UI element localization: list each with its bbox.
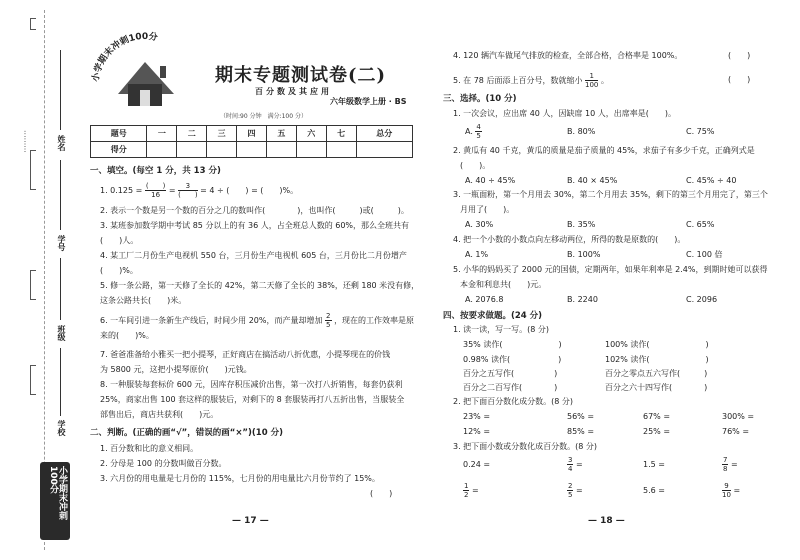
question-4-cont: ( )%。: [100, 266, 138, 275]
choice-4-option-a[interactable]: A. 1%: [465, 250, 489, 259]
table-cell: 四: [237, 126, 267, 142]
choice-4: 4. 把一个小数的小数点向左移动两位，所得的数是原数的( )。: [453, 235, 686, 244]
field-label-id: 学号: [57, 235, 66, 251]
logo-arc-text: 小学期末冲刺100分: [91, 31, 159, 83]
choice-2-option-c[interactable]: C. 45% ÷ 40: [686, 176, 737, 185]
page-subtitle: 百分数及其应用: [255, 87, 332, 96]
score-input-cell[interactable]: [266, 142, 296, 158]
binding-bracket: [30, 270, 36, 300]
convert-item[interactable]: 300% =: [722, 412, 755, 421]
score-table: [90, 125, 413, 158]
field-label-school: 学校: [57, 420, 66, 436]
choice-5-option-a[interactable]: A. 2076.8: [465, 295, 504, 304]
question-6-cont: 来的( )%。: [100, 331, 154, 340]
choice-1-option-a[interactable]: A. $\frac{4}{5}$: [465, 123, 481, 140]
choice-4-option-b[interactable]: B. 100%: [567, 250, 601, 259]
page-number: — 18 —: [588, 516, 625, 526]
section-heading: 四、按要求做题。(24 分): [443, 311, 543, 321]
choice-4-option-c[interactable]: C. 100 倍: [686, 250, 723, 259]
section-heading: 三、选择。(10 分): [443, 94, 517, 104]
choice-2-cont: ( )。: [460, 161, 491, 170]
choice-1: 1. 一次会议，应出席 40 人，因缺席 10 人，出席率是( )。: [453, 109, 676, 118]
table-cell: 得分: [91, 142, 147, 158]
choice-2-option-b[interactable]: B. 40 × 45%: [567, 176, 618, 185]
school-field[interactable]: [60, 348, 61, 416]
choice-5: 5. 小华的妈妈买了 2000 元的国债，定期两年，如果年利率是 2.4%，到期时她可以获得: [453, 265, 768, 274]
question-5-cont: 这条公路共长( )米。: [100, 296, 187, 305]
convert-item[interactable]: $\frac{1}{2}$ =: [464, 482, 479, 499]
read-write-item[interactable]: 102% 读作( ): [605, 355, 709, 364]
score-input-cell[interactable]: [296, 142, 326, 158]
choice-5-cont: 本金和利息共( )元。: [460, 280, 547, 289]
page-title: 期末专题测试卷(二): [215, 65, 387, 86]
read-write-item[interactable]: 百分之五写作( ): [463, 369, 558, 378]
question-8: 8. 一种服装每套标价 600 元，因库存积压减价出售，第一次打八折销售，每套仍获利: [100, 380, 403, 389]
table-cell: 三: [207, 126, 237, 142]
judge-3: 3. 六月份的用电量是七月份的 115%，七月份的用电量比六月份节约了 15%。: [100, 474, 380, 483]
judge-5: 5. 在 78 后面添上百分号，数就缩小 $\frac{1}{100}$ 。: [453, 72, 609, 89]
convert-item[interactable]: 56% =: [567, 412, 595, 421]
answer-blank[interactable]: ( ): [370, 489, 393, 498]
score-input-cell[interactable]: [356, 142, 412, 158]
table-row: [91, 126, 413, 142]
read-write-item[interactable]: 0.98% 读作( ): [463, 355, 562, 364]
read-write-item[interactable]: 百分之六十四写作( ): [605, 383, 708, 392]
convert-item[interactable]: 1.5 =: [643, 460, 665, 469]
table-cell: 六: [296, 126, 326, 142]
score-input-cell[interactable]: [326, 142, 356, 158]
judge-1: 1. 百分数和比的意义相同。: [100, 444, 199, 453]
exam-meta: （时间:90 分钟 满分:100 分）: [220, 113, 307, 120]
question-6: 6. 一车间引进一条新生产线后，时间少用 20%，而产量却增加 $\frac{2}{5}$ ，现在的工作效率是原: [100, 312, 415, 329]
question-3-cont: ( )人。: [100, 236, 139, 245]
table-cell: 一: [147, 126, 177, 142]
choice-2: 2. 黄瓜有 40 千克，黄瓜的质量是茄子质量的 45%，求茄子有多少千克，正确列式是: [453, 146, 755, 155]
choice-3-option-b[interactable]: B. 35%: [567, 220, 596, 229]
judge-2: 2. 分母是 100 的分数叫做百分数。: [100, 459, 227, 468]
choice-3-option-a[interactable]: A. 30%: [465, 220, 494, 229]
choice-2-option-a[interactable]: A. 40 ÷ 45%: [465, 176, 516, 185]
field-label-name: 姓名: [57, 135, 66, 151]
grade-label: 六年级数学上册 · BS: [330, 97, 407, 106]
binding-strip: [0, 0, 75, 560]
convert-item[interactable]: 0.24 =: [463, 460, 491, 469]
convert-item[interactable]: $\frac{2}{5}$ =: [568, 482, 583, 499]
question-8-cont: 25%，商家出售 100 套这样的服装后，对剩下的 8 套服装再打八五折出售，当服装全: [100, 395, 405, 404]
binding-bracket: [30, 150, 36, 190]
choice-1-option-c[interactable]: C. 75%: [686, 127, 715, 136]
convert-item[interactable]: 25% =: [643, 427, 671, 436]
strip-logo: 小学期末冲刺100分: [40, 462, 70, 540]
score-input-cell[interactable]: [147, 142, 177, 158]
convert-item[interactable]: 67% =: [643, 412, 671, 421]
id-field[interactable]: [60, 160, 61, 230]
table-cell: 总分: [356, 126, 412, 142]
convert-item[interactable]: 23% =: [463, 412, 491, 421]
choice-3: 3. 一瓶面粉，第一个月用去 30%，第二个月用去 35%，剩下的第三个月用完了，第三个: [453, 190, 768, 199]
section-heading: 一、填空。(每空 1 分，共 13 分): [90, 166, 221, 176]
table-cell: 七: [326, 126, 356, 142]
convert-item[interactable]: 85% =: [567, 427, 595, 436]
page-number: — 17 —: [232, 516, 269, 526]
task-3: 3. 把下面小数或分数化成百分数。(8 分): [453, 442, 598, 451]
table-row: [91, 142, 413, 158]
table-cell: 题号: [91, 126, 147, 142]
convert-item[interactable]: $\frac{3}{4}$ =: [568, 456, 583, 473]
answer-blank[interactable]: ( ): [728, 75, 751, 84]
question-7-cont: 为 5800 元，这把小提琴原价( )元钱。: [100, 365, 252, 374]
choice-5-option-b[interactable]: B. 2240: [567, 295, 598, 304]
task-1: 1. 读一读，写一写。(8 分): [453, 325, 550, 334]
binding-bracket: [30, 365, 36, 395]
read-write-item[interactable]: 100% 读作( ): [605, 340, 709, 349]
convert-item[interactable]: 76% =: [722, 427, 750, 436]
read-write-item[interactable]: 百分之零点五六写作( ): [605, 369, 708, 378]
table-cell: 二: [177, 126, 207, 142]
read-write-item[interactable]: 35% 读作( ): [463, 340, 562, 349]
question-4: 4. 某工厂二月份生产电视机 550 台，三月份生产电视机 605 台，三月份比二月份增产: [100, 251, 407, 260]
question-1: 1. 0.125 = $\frac{( )}{16}$ = $\frac{3}{( )}$ = 4 ÷ ( ) = ( )%。: [100, 182, 299, 199]
score-input-cell[interactable]: [237, 142, 267, 158]
question-5: 5. 修一条公路，第一天修了全长的 42%，第二天修了全长的 38%，还剩 180 米没有修，: [100, 281, 420, 290]
task-2: 2. 把下面百分数化成分数。(8 分): [453, 397, 574, 406]
question-8-cont: 部售出后，商店共获利( )元。: [100, 410, 219, 419]
score-input-cell[interactable]: [207, 142, 237, 158]
choice-1-option-b[interactable]: B. 80%: [567, 127, 596, 136]
name-field[interactable]: [60, 50, 61, 130]
question-2: 2. 表示一个数是另一个数的百分之几的数叫作( )，也叫作( )或( )。: [100, 206, 409, 215]
judge-4: 4. 120 辆汽车做尾气排放的检查，全部合格，合格率是 100%。: [453, 51, 683, 60]
table-cell: 五: [266, 126, 296, 142]
class-field[interactable]: [60, 258, 61, 320]
choice-3-option-c[interactable]: C. 65%: [686, 220, 715, 229]
section-heading: 二、判断。(正确的画“√”，错误的画“×”)(10 分): [90, 428, 283, 438]
strip-dash-note: ·········: [20, 130, 29, 153]
read-write-item[interactable]: 百分之二百写作( ): [463, 383, 558, 392]
question-7: 7. 爸爸准备给小雅买一把小提琴，正好商店在搞活动八折优惠，小提琴现在的价钱: [100, 350, 391, 359]
convert-item[interactable]: 12% =: [463, 427, 491, 436]
answer-blank[interactable]: ( ): [728, 51, 751, 60]
convert-item[interactable]: 5.6 =: [643, 486, 665, 495]
binding-bracket: [30, 18, 36, 30]
score-input-cell[interactable]: [177, 142, 207, 158]
field-label-class: 班级: [57, 325, 66, 341]
choice-5-option-c[interactable]: C. 2096: [686, 295, 718, 304]
choice-3-cont: 月用了( )。: [460, 205, 515, 214]
convert-item[interactable]: $\frac{7}{8}$ =: [723, 456, 738, 473]
convert-item[interactable]: $\frac{9}{10}$ =: [722, 482, 741, 499]
brand-logo: [90, 24, 200, 114]
question-3: 3. 某班参加数学期中考试 85 分以上的有 36 人，占全班总人数的 60%，那么全班共有: [100, 221, 410, 230]
